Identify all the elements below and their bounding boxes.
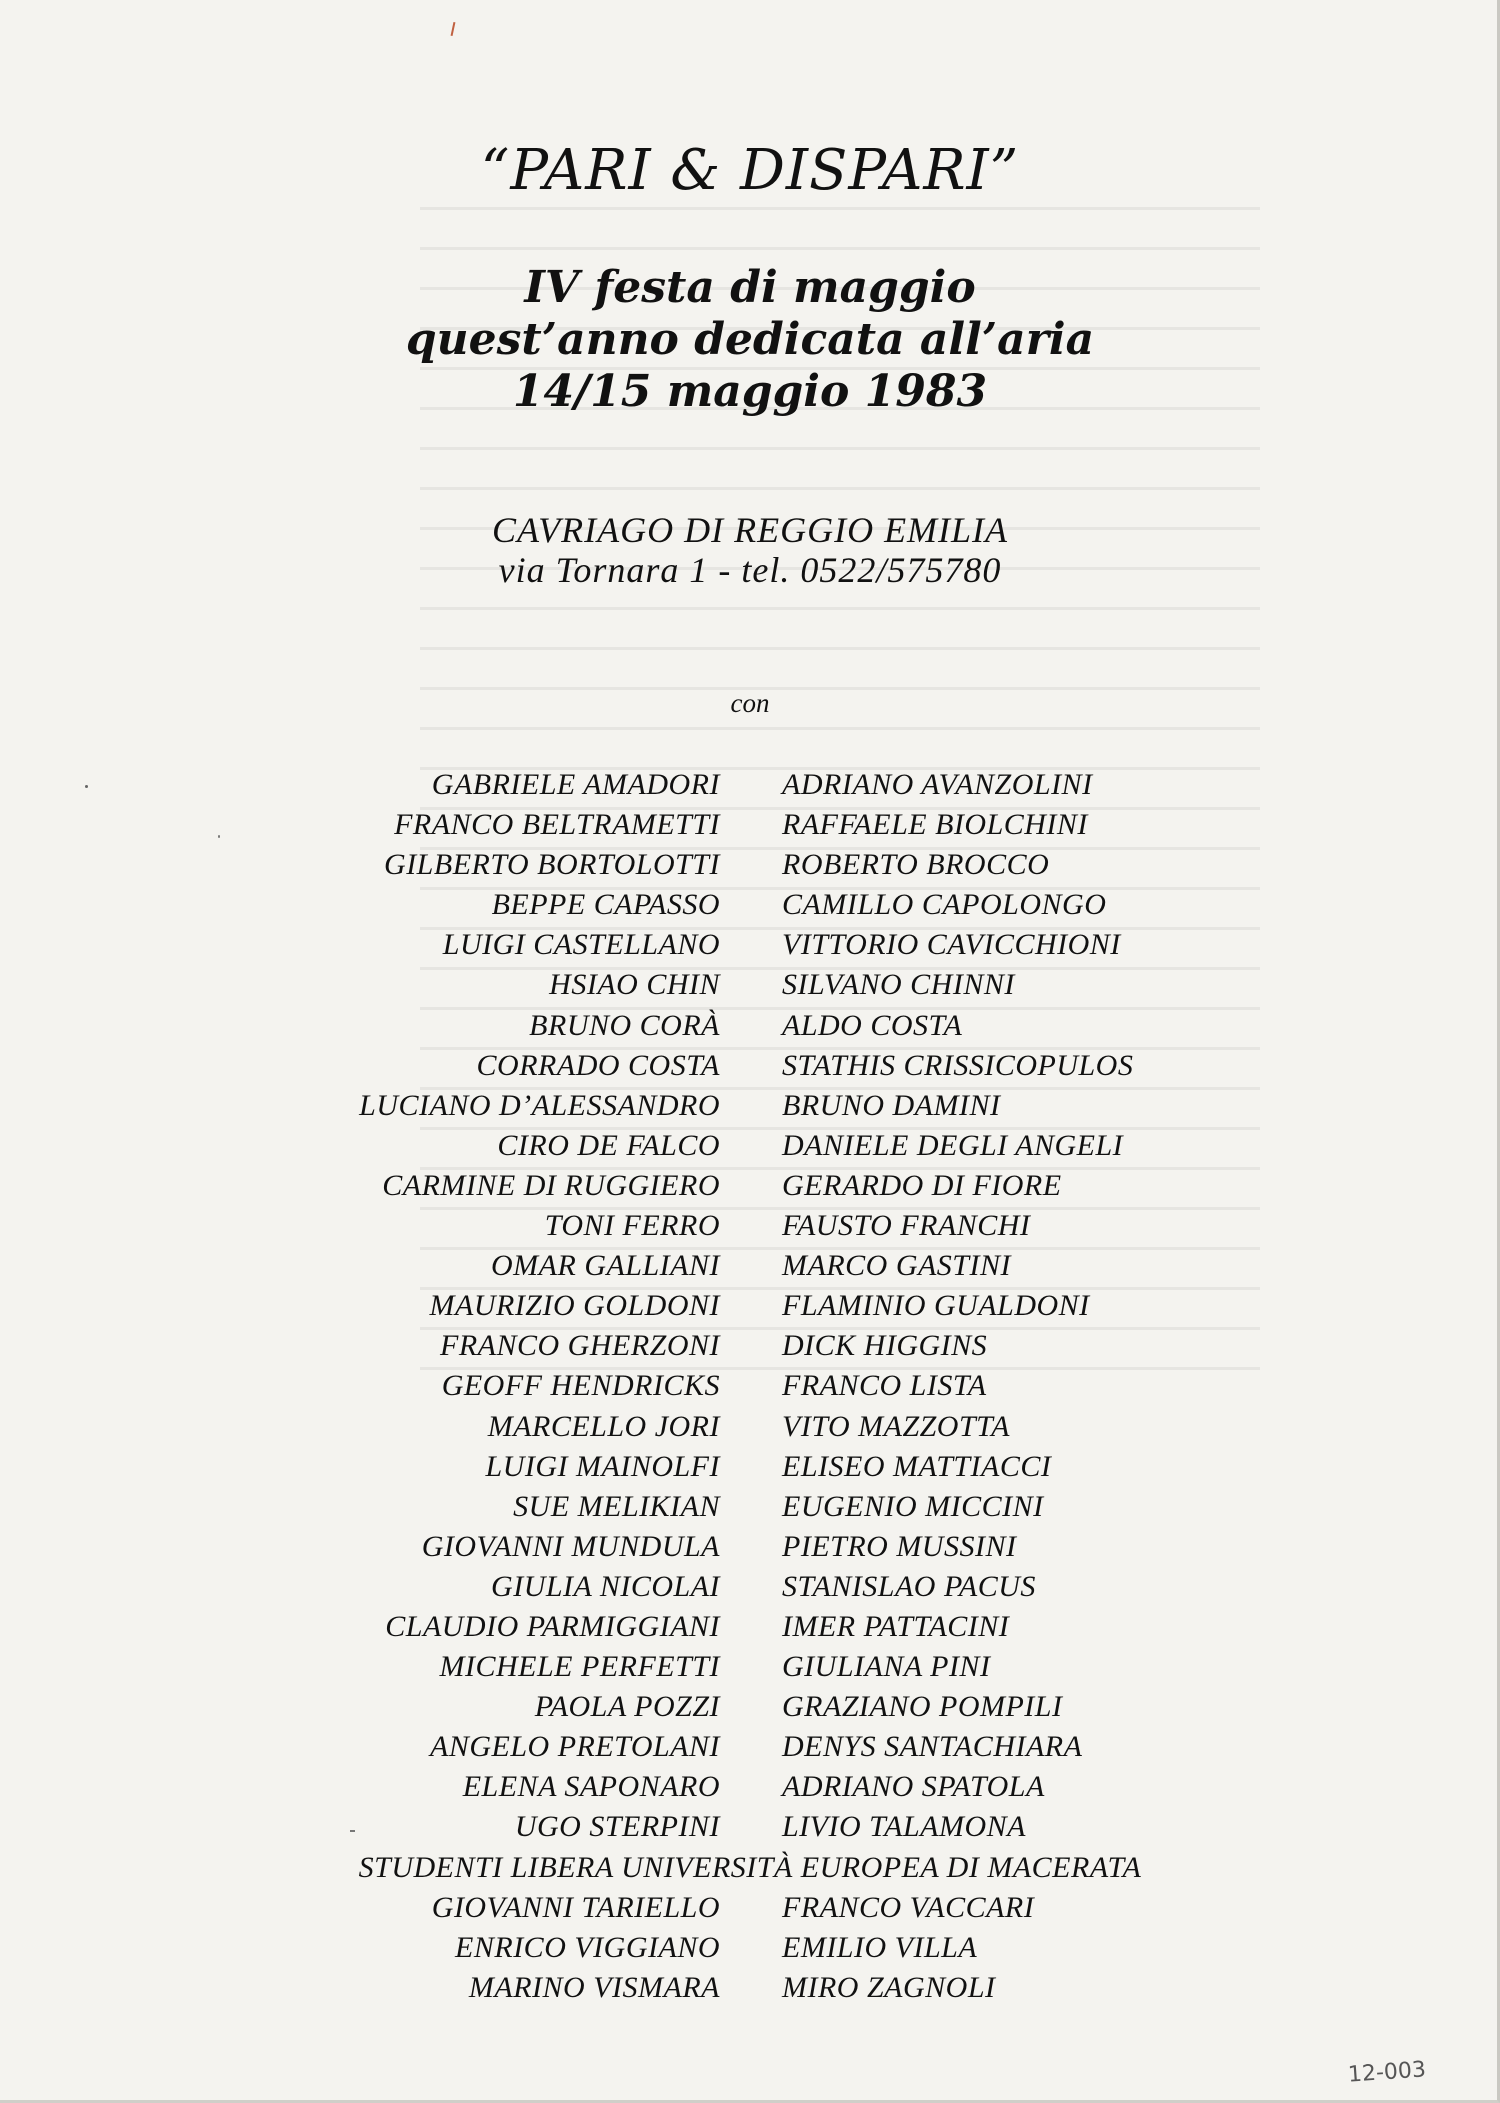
- participant-row: [0, 1848, 1500, 1888]
- participant-row: [0, 1567, 1500, 1607]
- participant-name-right: CAMILLO CAPOLONGO: [782, 888, 1107, 922]
- participant-name-right: VITO MAZZOTTA: [782, 1409, 1010, 1443]
- participant-name-right: RAFFAELE BIOLCHINI: [782, 808, 1088, 842]
- participant-row: [0, 1727, 1500, 1767]
- participant-name-right: FLAMINIO GUALDONI: [782, 1289, 1090, 1323]
- participant-name-right: MIRO ZAGNOLI: [782, 1970, 996, 2004]
- participant-name-left: TONI FERRO: [544, 1209, 720, 1243]
- participant-row: [0, 845, 1500, 885]
- participant-row: [0, 885, 1500, 925]
- participant-row: [0, 1487, 1500, 1527]
- participant-name-right: LIVIO TALAMONA: [782, 1810, 1026, 1844]
- participant-name-right: VITTORIO CAVICCHIONI: [782, 928, 1121, 962]
- participant-name-left: ENRICO VIGGIANO: [455, 1930, 720, 1964]
- participant-row: [0, 1046, 1500, 1086]
- participant-row: [0, 1286, 1500, 1326]
- participant-name-left: LUIGI MAINOLFI: [485, 1449, 720, 1483]
- participant-name-right: DICK HIGGINS: [782, 1329, 988, 1363]
- participant-name-left: BRUNO CORÀ: [529, 1008, 720, 1042]
- participant-row: [0, 925, 1500, 965]
- participant-name-right: FAUSTO FRANCHI: [782, 1209, 1031, 1243]
- participant-name-right: GIULIANA PINI: [782, 1650, 991, 1684]
- participant-name-right: STATHIS CRISSICOPULOS: [782, 1048, 1134, 1082]
- participant-row: [0, 1006, 1500, 1046]
- participant-row: [0, 1246, 1500, 1286]
- participant-name-left: CARMINE DI RUGGIERO: [382, 1168, 720, 1202]
- participant-name-left: GILBERTO BORTOLOTTI: [384, 848, 720, 882]
- participant-name-left: LUCIANO D’ALESSANDRO: [359, 1088, 720, 1122]
- participant-row: [0, 1527, 1500, 1567]
- participant-name-right: EMILIO VILLA: [782, 1930, 978, 1964]
- participant-name-left: GIOVANNI MUNDULA: [421, 1529, 720, 1563]
- participant-name-left: CIRO DE FALCO: [497, 1128, 720, 1162]
- participant-name-left: GABRIELE AMADORI: [431, 768, 720, 801]
- participant-row: [0, 765, 1500, 805]
- participant-row: [0, 1366, 1500, 1406]
- participant-name-left: OMAR GALLIANI: [491, 1249, 720, 1283]
- participant-name-left: ELENA SAPONARO: [462, 1770, 720, 1804]
- participant-name-right: ROBERTO BROCCO: [782, 848, 1050, 882]
- participant-name-left: LUIGI CASTELLANO: [442, 928, 720, 962]
- participant-name-left: HSIAO CHIN: [549, 968, 720, 1002]
- participant-name: STUDENTI LIBERA UNIVERSITÀ EUROPEA DI MACERATA: [358, 1850, 1142, 1884]
- archive-number: 12-003: [1347, 2057, 1427, 2088]
- participant-name-left: UGO STERPINI: [514, 1810, 720, 1844]
- participant-name-right: STANISLAO PACUS: [782, 1569, 1036, 1603]
- participant-name-left: PAOLA POZZI: [534, 1690, 720, 1724]
- participant-name-right: ADRIANO SPATOLA: [782, 1770, 1045, 1804]
- participant-row: [0, 1807, 1500, 1847]
- participant-name-right: ADRIANO AVANZOLINI: [782, 768, 1093, 801]
- participant-row: [0, 805, 1500, 845]
- event-subtitle: [0, 262, 1500, 418]
- participant-row: [0, 1888, 1500, 1928]
- con-label: con: [730, 688, 770, 718]
- subtitle-line: quest’anno dedicata all’aria: [405, 314, 1095, 365]
- participant-name-right: BRUNO DAMINI: [782, 1088, 1001, 1122]
- participant-row: [0, 1968, 1500, 2008]
- subtitle-line: 14/15 maggio 1983: [512, 366, 988, 417]
- participant-row: [0, 1687, 1500, 1727]
- participant-name-right: EUGENIO MICCINI: [782, 1489, 1044, 1523]
- participant-name-left: MICHELE PERFETTI: [439, 1650, 720, 1684]
- participant-name-left: ANGELO PRETOLANI: [430, 1730, 720, 1764]
- participant-row: [0, 965, 1500, 1005]
- participant-name-right: DENYS SANTACHIARA: [782, 1730, 1083, 1764]
- participant-name-right: GRAZIANO POMPILI: [782, 1690, 1063, 1724]
- participant-name-left: GIULIA NICOLAI: [491, 1569, 720, 1603]
- participant-row: [0, 1767, 1500, 1807]
- venue-address: via Tornara 1 - tel. 0522/575780: [498, 550, 1002, 590]
- subtitle-line: IV festa di maggio: [524, 262, 976, 313]
- participant-name-right: MARCO GASTINI: [782, 1249, 1011, 1283]
- participant-name-right: ALDO COSTA: [782, 1008, 963, 1042]
- participant-name-left: CORRADO COSTA: [476, 1048, 720, 1082]
- participant-row: [0, 1126, 1500, 1166]
- participant-name-left: MARCELLO JORI: [487, 1409, 720, 1443]
- participant-name-right: SILVANO CHINNI: [782, 968, 1015, 1002]
- participant-name-left: MAURIZIO GOLDONI: [429, 1289, 720, 1323]
- participant-name-left: GIOVANNI TARIELLO: [431, 1890, 720, 1924]
- participant-name-right: GERARDO DI FIORE: [782, 1168, 1062, 1202]
- participant-row: [0, 1607, 1500, 1647]
- participants-list: [0, 765, 1500, 2008]
- venue-block: [0, 510, 1500, 590]
- participant-name-right: PIETRO MUSSINI: [782, 1529, 1017, 1563]
- participant-name-left: FRANCO BELTRAMETTI: [394, 808, 720, 842]
- participant-row: [0, 1166, 1500, 1206]
- participant-name-left: MARINO VISMARA: [468, 1970, 720, 2004]
- participant-name-right: FRANCO LISTA: [782, 1369, 987, 1403]
- participant-row: [0, 1326, 1500, 1366]
- participant-name-right: DANIELE DEGLI ANGELI: [782, 1128, 1124, 1162]
- document-title: “PARI & DISPARI”: [480, 138, 1020, 203]
- participant-row: [0, 1447, 1500, 1487]
- ink-mark: [451, 22, 456, 36]
- participant-name-left: GEOFF HENDRICKS: [441, 1369, 720, 1403]
- participant-row: [0, 1928, 1500, 1968]
- participant-name-right: FRANCO VACCARI: [782, 1890, 1035, 1924]
- participant-row: [0, 1086, 1500, 1126]
- participant-name-left: SUE MELIKIAN: [513, 1489, 720, 1523]
- participant-name-left: CLAUDIO PARMIGGIANI: [385, 1609, 720, 1643]
- participant-name-left: BEPPE CAPASSO: [491, 888, 720, 922]
- venue-place: CAVRIAGO DI REGGIO EMILIA: [491, 510, 1009, 550]
- participant-name-right: IMER PATTACINI: [782, 1609, 1010, 1643]
- participant-row: [0, 1206, 1500, 1246]
- participant-row: [0, 1647, 1500, 1687]
- participant-name-left: FRANCO GHERZONI: [440, 1329, 720, 1363]
- participant-name-right: ELISEO MATTIACCI: [782, 1449, 1052, 1483]
- participant-row: [0, 1407, 1500, 1447]
